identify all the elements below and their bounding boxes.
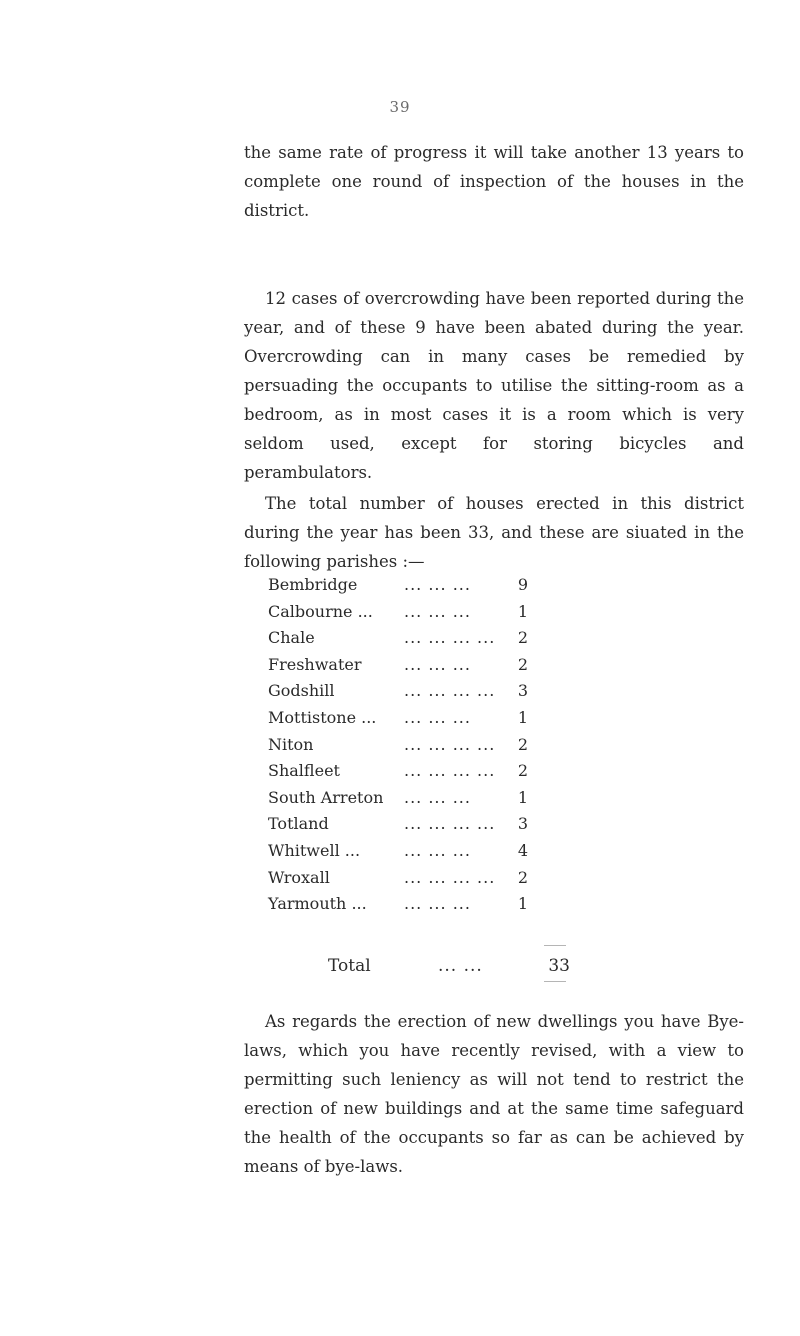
parish-leaders: ... ... ... ...: [404, 628, 496, 648]
parish-row: [268, 625, 728, 652]
total-row: [328, 953, 728, 979]
parish-count: 2: [517, 761, 528, 781]
parish-name: Freshwater: [268, 654, 362, 674]
parish-row: [268, 732, 728, 759]
total-value: 33: [548, 956, 570, 976]
paragraph-bye-laws: As regards the erection of new dwellings you have Bye-laws, which you have recently revised, with a view to permitting such leniency as will not tend to restrict the erection of new buildings and at the same time safeguard the health of the occupants so far as can be achieved by means of bye-laws.: [244, 1012, 744, 1176]
parish-count: 4: [517, 840, 528, 860]
total-leaders: ... ...: [438, 956, 483, 976]
parish-count: 1: [517, 707, 528, 727]
parish-row: [268, 865, 728, 892]
parish-leaders: ... ... ... ...: [404, 681, 496, 701]
parish-count: 1: [517, 601, 528, 621]
parish-leaders: ... ... ...: [404, 575, 471, 594]
parish-leaders: ... ... ...: [404, 707, 471, 727]
parish-count: 2: [517, 867, 528, 887]
parish-row: [268, 891, 728, 918]
parish-leaders: ... ... ... ...: [404, 867, 496, 887]
parish-name: Yarmouth ...: [268, 894, 367, 914]
parish-count: 3: [517, 681, 528, 701]
parish-row: [268, 785, 728, 812]
page-number: 39: [389, 98, 411, 116]
paragraph-overcrowding: 12 cases of overcrowding have been reported during the year, and of these 9 have been abated during the year. Overcrowding can in many cases be remedied by persuading the occupants to utilise the sitting-room as a bedroom, as in most cases it is a room which is very seldom used, except for storing bicycles and perambulators.: [244, 289, 744, 482]
parish-count: 2: [517, 734, 528, 754]
parish-leaders: ... ... ...: [404, 894, 471, 914]
parish-leaders: ... ... ...: [404, 840, 471, 860]
parish-leaders: ... ... ...: [404, 601, 471, 621]
parish-name: Shalfleet: [268, 761, 340, 781]
parish-row: [268, 705, 728, 732]
parish-name: Calbourne ...: [268, 601, 373, 621]
parish-count: 9: [517, 575, 528, 594]
parish-row: [268, 678, 728, 705]
total-rule-bottom: [544, 981, 566, 982]
parish-name: Bembridge: [268, 575, 358, 594]
parish-name: Niton: [268, 734, 314, 754]
parish-name: Chale: [268, 628, 315, 648]
parish-leaders: ... ... ...: [404, 654, 471, 674]
parish-count: 2: [517, 654, 528, 674]
parish-leaders: ... ... ... ...: [404, 734, 496, 754]
parish-name: Godshill: [268, 681, 335, 701]
parish-count: 3: [517, 814, 528, 834]
paragraph-houses-erected: The total number of houses erected in this district during the year has been 33, and these are siuated in the following parishes :—: [244, 494, 744, 571]
parish-name: Wroxall: [268, 867, 330, 887]
parish-count: 2: [517, 628, 528, 648]
parish-count: 1: [517, 787, 528, 807]
total-label: Total: [328, 956, 371, 976]
parish-name: South Arreton: [268, 787, 384, 807]
parish-leaders: ... ... ... ...: [404, 761, 496, 781]
parish-leaders: ... ... ... ...: [404, 814, 496, 834]
parish-row: [268, 811, 728, 838]
total-rule-top: [544, 945, 566, 946]
parish-row: [268, 758, 728, 785]
parish-name: Mottistone ...: [268, 707, 377, 727]
parish-row: [268, 572, 728, 599]
parish-list: [268, 572, 728, 918]
parish-row: [268, 652, 728, 679]
parish-row: [268, 599, 728, 626]
parish-leaders: ... ... ...: [404, 787, 471, 807]
parish-name: Totland: [268, 814, 329, 834]
paragraph-inspection-progress: the same rate of progress it will take another 13 years to complete one round of inspection of the houses in the district.: [244, 143, 744, 220]
parish-count: 1: [517, 894, 528, 914]
parish-name: Whitwell ...: [268, 840, 361, 860]
parish-row: [268, 838, 728, 865]
